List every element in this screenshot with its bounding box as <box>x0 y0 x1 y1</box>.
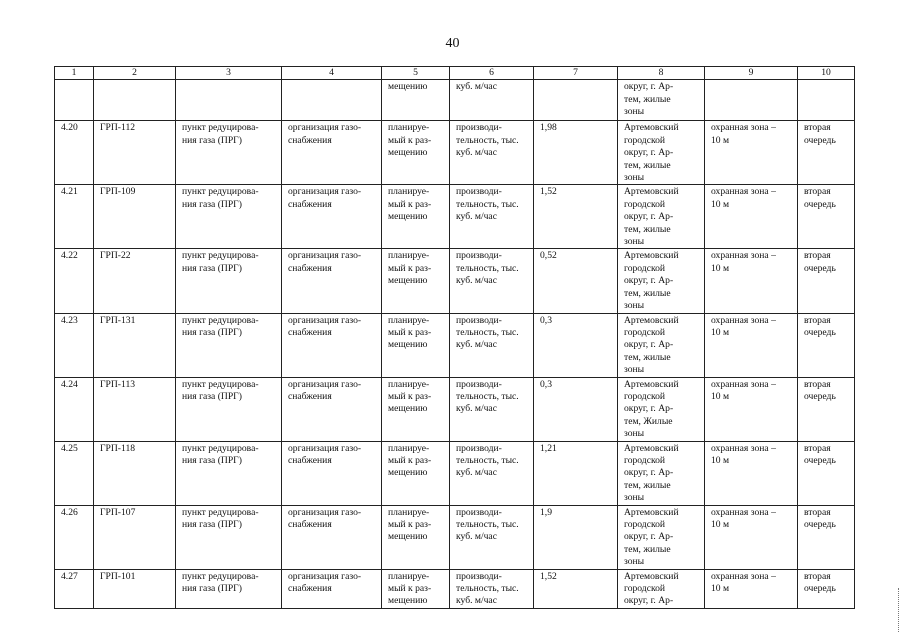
protection-zone: охранная зона – 10 м <box>711 186 776 210</box>
protection-zone-cell <box>705 121 798 185</box>
object-name: ГРП-22 <box>100 250 131 262</box>
status: планируе- мый к раз- мещению <box>388 122 432 159</box>
object-name: ГРП-131 <box>100 314 136 326</box>
cell-text: мещению <box>388 81 428 93</box>
parameter: производи- тельность, тыс. куб. м/час <box>456 314 519 351</box>
object-name: ГРП-109 <box>100 186 136 198</box>
table-row <box>55 505 855 569</box>
status: планируе- мый к раз- мещению <box>388 506 432 543</box>
stage-cell <box>798 505 855 569</box>
parameter-value: 0,3 <box>540 378 552 390</box>
parameter-cell <box>450 121 534 185</box>
header-cell: 5 <box>382 67 450 80</box>
status-cell <box>382 249 450 313</box>
table-cell <box>618 80 705 121</box>
organization-cell <box>282 249 382 313</box>
protection-zone: охранная зона – 10 м <box>711 378 776 402</box>
parameter-value-cell <box>534 121 618 185</box>
parameter: производи- тельность, тыс. куб. м/час <box>456 250 519 287</box>
stage: вторая очередь <box>804 250 836 274</box>
parameter-cell <box>450 185 534 249</box>
object-name: ГРП-107 <box>100 506 136 518</box>
row-number-cell <box>55 313 94 377</box>
organization-cell <box>282 377 382 441</box>
status-cell <box>382 313 450 377</box>
row-number: 4.21 <box>61 186 78 198</box>
object-name: ГРП-118 <box>100 442 136 454</box>
object-name: ГРП-101 <box>100 570 136 582</box>
protection-zone: охранная зона – 10 м <box>711 506 776 530</box>
parameter: производи- тельность, тыс. куб. м/час <box>456 506 519 543</box>
header-cell: 6 <box>450 67 534 80</box>
row-number-cell <box>55 121 94 185</box>
parameter-cell <box>450 505 534 569</box>
location: Артемовский городской округ, г. Ар- тем, жилые зоны <box>624 314 679 376</box>
protection-zone: охранная зона – 10 м <box>711 442 776 466</box>
stage-cell <box>798 569 855 608</box>
protection-zone-cell <box>705 569 798 608</box>
location-cell <box>618 313 705 377</box>
object-name: ГРП-112 <box>100 122 136 134</box>
status: планируе- мый к раз- мещению <box>388 378 432 415</box>
protection-zone-cell <box>705 249 798 313</box>
object-type: пункт редуцирова- ния газа (ПРГ) <box>182 186 259 210</box>
stage-cell <box>798 185 855 249</box>
parameter-value-cell <box>534 569 618 608</box>
object-name-cell <box>94 377 176 441</box>
location: Артемовский городской округ, г. Ар- тем, жилые зоны <box>624 250 679 312</box>
table-cell <box>798 80 855 121</box>
stage-cell <box>798 121 855 185</box>
object-name-cell <box>94 505 176 569</box>
parameter-cell <box>450 377 534 441</box>
organization-cell <box>282 313 382 377</box>
protection-zone: охранная зона – 10 м <box>711 314 776 338</box>
continuation-row <box>55 80 855 121</box>
row-number: 4.25 <box>61 442 78 454</box>
protection-zone-cell <box>705 313 798 377</box>
parameter-value: 1,9 <box>540 506 552 518</box>
location: Артемовский городской округ, г. Ар- <box>624 570 679 607</box>
parameter-value: 1,52 <box>540 186 557 198</box>
organization-cell <box>282 569 382 608</box>
stage-cell <box>798 441 855 505</box>
object-type: пункт редуцирова- ния газа (ПРГ) <box>182 250 259 274</box>
object-type-cell <box>176 185 282 249</box>
table-cell <box>176 80 282 121</box>
row-number-cell <box>55 569 94 608</box>
parameter: производи- тельность, тыс. куб. м/час <box>456 122 519 159</box>
header-cell: 3 <box>176 67 282 80</box>
object-type: пункт редуцирова- ния газа (ПРГ) <box>182 122 259 146</box>
organization-cell <box>282 185 382 249</box>
object-type-cell <box>176 313 282 377</box>
object-type-cell <box>176 441 282 505</box>
object-name-cell <box>94 121 176 185</box>
location-cell <box>618 441 705 505</box>
header-cell: 4 <box>282 67 382 80</box>
organization-cell <box>282 121 382 185</box>
parameter-cell <box>450 569 534 608</box>
row-number: 4.20 <box>61 122 78 134</box>
table-row <box>55 441 855 505</box>
header-cell: 2 <box>94 67 176 80</box>
header-cell: 1 <box>55 67 94 80</box>
object-type: пункт редуцирова- ния газа (ПРГ) <box>182 506 259 530</box>
row-number: 4.24 <box>61 378 78 390</box>
table-row <box>55 249 855 313</box>
table-cell <box>382 80 450 121</box>
protection-zone: охранная зона – 10 м <box>711 250 776 274</box>
parameter: производи- тельность, тыс. куб. м/час <box>456 378 519 415</box>
protection-zone: охранная зона – 10 м <box>711 570 776 595</box>
organization: организация газо- снабжения <box>288 250 362 274</box>
organization: организация газо- снабжения <box>288 122 362 146</box>
stage: вторая очередь <box>804 314 836 338</box>
object-type-cell <box>176 121 282 185</box>
parameter: производи- тельность, тыс. куб. м/час <box>456 442 519 479</box>
table-row <box>55 121 855 185</box>
table-cell <box>94 80 176 121</box>
header-cell: 8 <box>618 67 705 80</box>
status-cell <box>382 441 450 505</box>
location-cell <box>618 569 705 608</box>
organization: организация газо- снабжения <box>288 570 362 595</box>
table-cell <box>55 80 94 121</box>
row-number-cell <box>55 185 94 249</box>
header-cell: 10 <box>798 67 855 80</box>
parameter-value: 1,98 <box>540 122 557 134</box>
status: планируе- мый к раз- мещению <box>388 314 432 351</box>
status-cell <box>382 121 450 185</box>
status-cell <box>382 569 450 608</box>
parameter-value: 1,21 <box>540 442 557 454</box>
object-type: пункт редуцирова- ния газа (ПРГ) <box>182 314 259 338</box>
protection-zone-cell <box>705 377 798 441</box>
object-type: пункт редуцирова- ния газа (ПРГ) <box>182 378 259 402</box>
table-cell <box>282 80 382 121</box>
parameter-cell <box>450 441 534 505</box>
location: Артемовский городской округ, г. Ар- тем, Жилые зоны <box>624 378 679 440</box>
facilities-table <box>54 66 855 609</box>
location: Артемовский городской округ, г. Ар- тем, жилые зоны <box>624 506 679 568</box>
parameter-value-cell <box>534 441 618 505</box>
stage-cell <box>798 249 855 313</box>
protection-zone: охранная зона – 10 м <box>711 122 776 146</box>
row-number-cell <box>55 377 94 441</box>
status: планируе- мый к раз- мещению <box>388 250 432 287</box>
parameter-cell <box>450 249 534 313</box>
stage: вторая очередь <box>804 186 836 210</box>
row-number-cell <box>55 505 94 569</box>
location: Артемовский городской округ, г. Ар- тем, жилые зоны <box>624 122 679 184</box>
parameter-value-cell <box>534 249 618 313</box>
object-name-cell <box>94 185 176 249</box>
organization: организация газо- снабжения <box>288 314 362 338</box>
parameter-value: 0,3 <box>540 314 552 326</box>
protection-zone-cell <box>705 505 798 569</box>
object-name-cell <box>94 441 176 505</box>
row-number: 4.23 <box>61 314 78 326</box>
table-cell <box>450 80 534 121</box>
status-cell <box>382 377 450 441</box>
parameter-value-cell <box>534 313 618 377</box>
stage-cell <box>798 313 855 377</box>
location-cell <box>618 377 705 441</box>
cell-text: куб. м/час <box>456 81 497 93</box>
table-row <box>55 185 855 249</box>
status: планируе- мый к раз- мещению <box>388 186 432 223</box>
table-row <box>55 313 855 377</box>
organization: организация газо- снабжения <box>288 186 362 210</box>
stage: вторая очередь <box>804 442 836 466</box>
location-cell <box>618 121 705 185</box>
stage: вторая очередь <box>804 378 836 402</box>
edge-dotted-line <box>897 588 899 632</box>
object-name-cell <box>94 313 176 377</box>
table-row <box>55 569 855 608</box>
row-number: 4.26 <box>61 506 78 518</box>
object-type-cell <box>176 505 282 569</box>
parameter-value-cell <box>534 185 618 249</box>
object-type-cell <box>176 377 282 441</box>
row-number-cell <box>55 249 94 313</box>
location: Артемовский городской округ, г. Ар- тем, жилые зоны <box>624 186 679 248</box>
organization-cell <box>282 441 382 505</box>
organization: организация газо- снабжения <box>288 442 362 466</box>
location-cell <box>618 249 705 313</box>
organization: организация газо- снабжения <box>288 378 362 402</box>
object-type-cell <box>176 569 282 608</box>
stage: вторая очередь <box>804 570 836 595</box>
status: планируе- мый к раз- мещению <box>388 442 432 479</box>
protection-zone-cell <box>705 185 798 249</box>
stage: вторая очередь <box>804 122 836 146</box>
cell-text: округ, г. Ар- тем, жилые зоны <box>624 81 674 118</box>
object-type: пункт редуцирова- ния газа (ПРГ) <box>182 570 259 595</box>
table-cell <box>534 80 618 121</box>
status-cell <box>382 505 450 569</box>
protection-zone-cell <box>705 441 798 505</box>
parameter-value: 0,52 <box>540 250 557 262</box>
object-name-cell <box>94 569 176 608</box>
status: планируе- мый к раз- мещению <box>388 570 432 607</box>
header-cell: 9 <box>705 67 798 80</box>
object-type-cell <box>176 249 282 313</box>
header-row <box>55 67 855 80</box>
table-row <box>55 377 855 441</box>
table-cell <box>705 80 798 121</box>
object-name-cell <box>94 249 176 313</box>
row-number: 4.27 <box>61 570 78 582</box>
stage: вторая очередь <box>804 506 836 530</box>
location-cell <box>618 185 705 249</box>
parameter: производи- тельность, тыс. куб. м/час <box>456 186 519 223</box>
row-number-cell <box>55 441 94 505</box>
header-cell: 7 <box>534 67 618 80</box>
parameter: производи- тельность, тыс. куб. м/час <box>456 570 519 607</box>
parameter-value-cell <box>534 377 618 441</box>
status-cell <box>382 185 450 249</box>
object-name: ГРП-113 <box>100 378 136 390</box>
parameter-cell <box>450 313 534 377</box>
location: Артемовский городской округ, г. Ар- тем, жилые зоны <box>624 442 679 504</box>
object-type: пункт редуцирова- ния газа (ПРГ) <box>182 442 259 466</box>
organization-cell <box>282 505 382 569</box>
location-cell <box>618 505 705 569</box>
parameter-value: 1,52 <box>540 570 557 582</box>
page-number: 40 <box>445 36 460 51</box>
organization: организация газо- снабжения <box>288 506 362 530</box>
parameter-value-cell <box>534 505 618 569</box>
stage-cell <box>798 377 855 441</box>
row-number: 4.22 <box>61 250 78 262</box>
